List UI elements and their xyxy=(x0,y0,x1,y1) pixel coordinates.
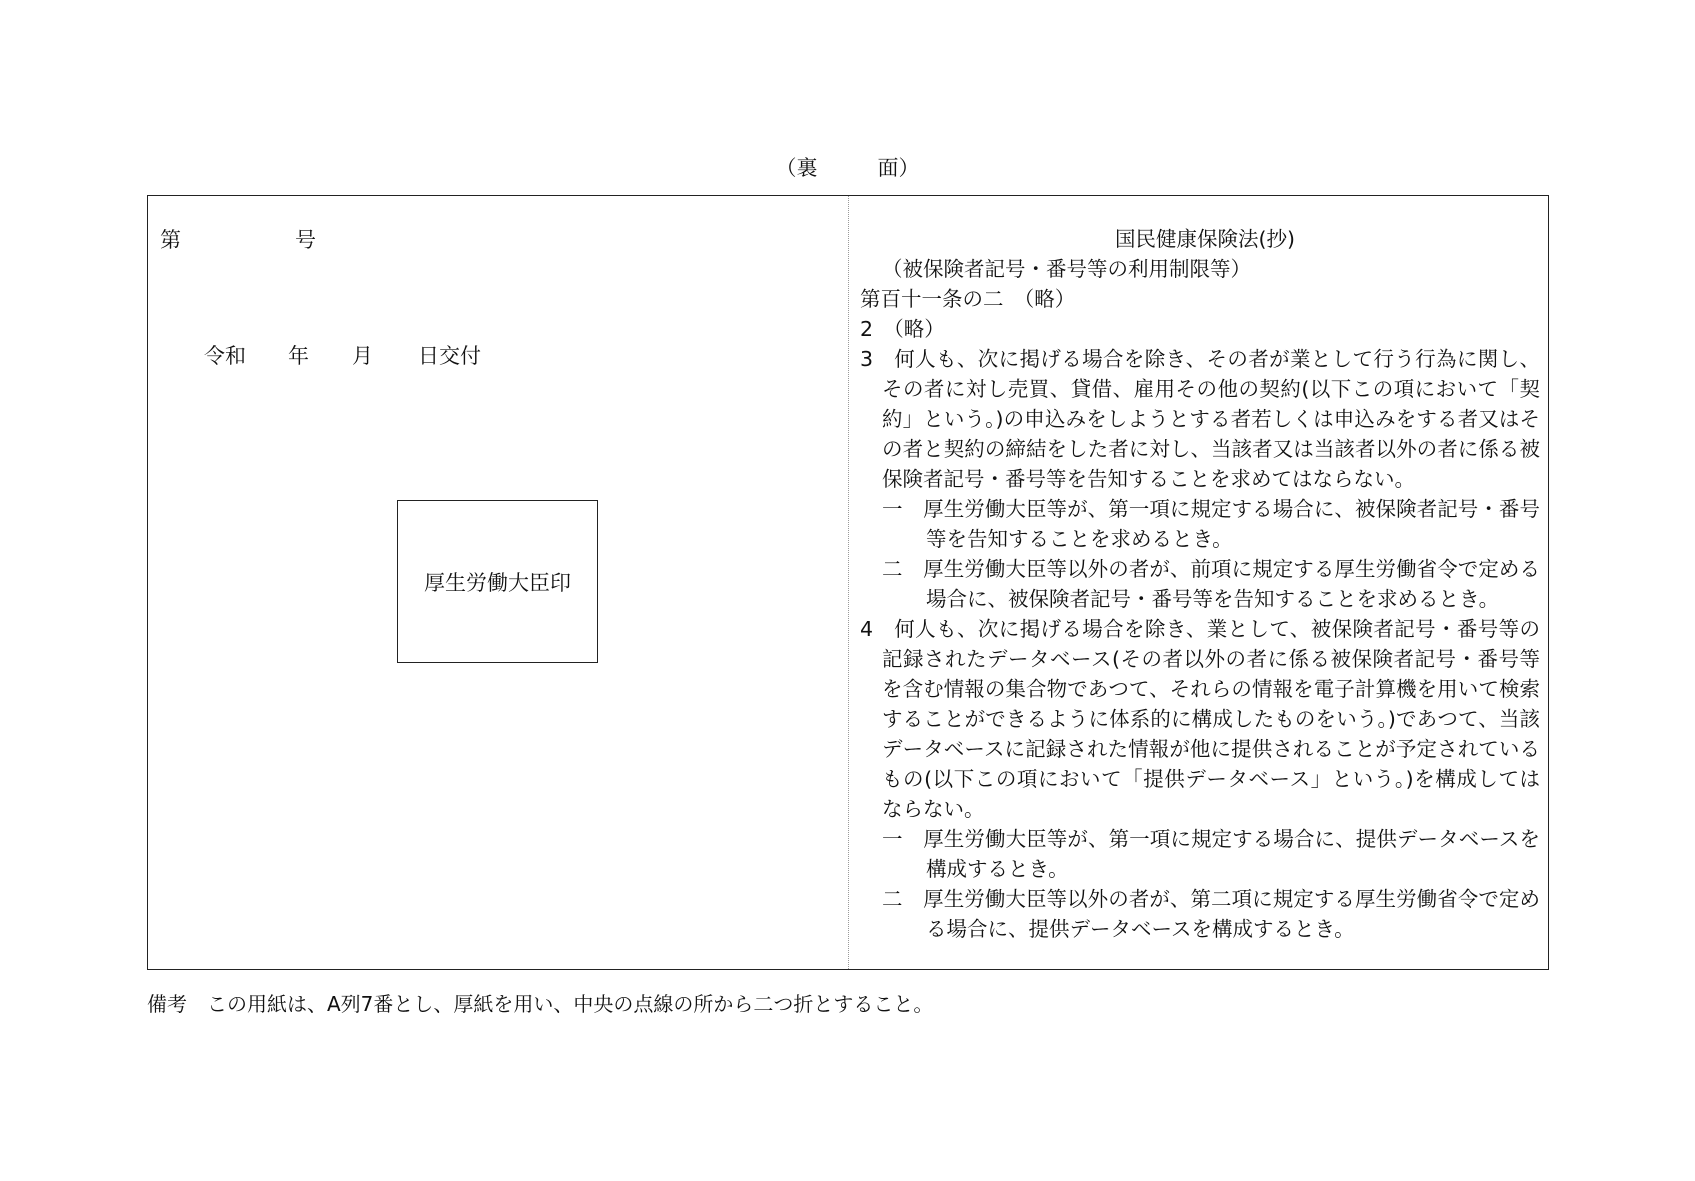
date-era: 令和 xyxy=(204,344,246,368)
law-para-3: 3 何人も、次に掲げる場合を除き、その者が業として行う行為に関し、その者に対し売買、貸借、雇用その他の契約(以下この項において「契約」という。)の申込みをしようとする者若しくは申込みをする者又はその者と契約の締結をした者に対し、当該者又は当該者以外の者に係る被保険者記号・番号等を告知することを求めてはならない。 xyxy=(860,347,1540,491)
law-para-2: 2 （略） xyxy=(860,317,945,341)
left-panel xyxy=(148,196,848,969)
fold-line xyxy=(848,196,849,969)
certificate-card xyxy=(147,195,1549,970)
date-year: 年 xyxy=(288,344,309,368)
law-title: 国民健康保険法(抄) xyxy=(1115,227,1295,251)
number-suffix: 号 xyxy=(295,228,316,252)
header-left: （裏 xyxy=(775,156,818,180)
page-header xyxy=(0,152,1695,182)
header-right: 面） xyxy=(877,156,920,180)
law-para-3-item-1: 一 厚生労働大臣等が、第一項に規定する場合に、被保険者記号・番号等を告知することを求めるとき。 xyxy=(882,497,1540,551)
remark-note: 備考 この用紙は、A列7番とし、厚紙を用い、中央の点線の所から二つ折とすること。 xyxy=(147,992,934,1016)
law-excerpt xyxy=(860,224,1540,944)
issue-date xyxy=(204,340,481,370)
minister-seal-box xyxy=(397,500,598,663)
law-para-4: 4 何人も、次に掲げる場合を除き、業として、被保険者記号・番号等の記録されたデータベース(その者以外の者に係る被保険者記号・番号等を含む情報の集合物であつて、それらの情報を電子計算機を用いて検索することができるように体系的に構成したものをいう。)であつて、当該データベースに記録された情報が他に提供されることが予定されているもの(以下この項において「提供データベース」という。)を構成してはならない。 xyxy=(860,617,1540,821)
law-article: 第百十一条の二 （略） xyxy=(860,287,1076,311)
law-para-4-item-2: 二 厚生労働大臣等以外の者が、第二項に規定する厚生労働省令で定める場合に、提供データベースを構成するとき。 xyxy=(882,887,1540,941)
date-month: 月 xyxy=(352,344,373,368)
certificate-number xyxy=(160,224,316,254)
number-prefix: 第 xyxy=(160,228,181,252)
law-para-3-item-2: 二 厚生労働大臣等以外の者が、前項に規定する厚生労働省令で定める場合に、被保険者記号・番号等を告知することを求めるとき。 xyxy=(882,557,1540,611)
seal-label: 厚生労働大臣印 xyxy=(424,570,571,595)
law-para-4-item-1: 一 厚生労働大臣等が、第一項に規定する場合に、提供データベースを構成するとき。 xyxy=(882,827,1540,881)
date-day: 日交付 xyxy=(418,344,481,368)
law-heading: （被保険者記号・番号等の利用制限等） xyxy=(882,257,1251,281)
